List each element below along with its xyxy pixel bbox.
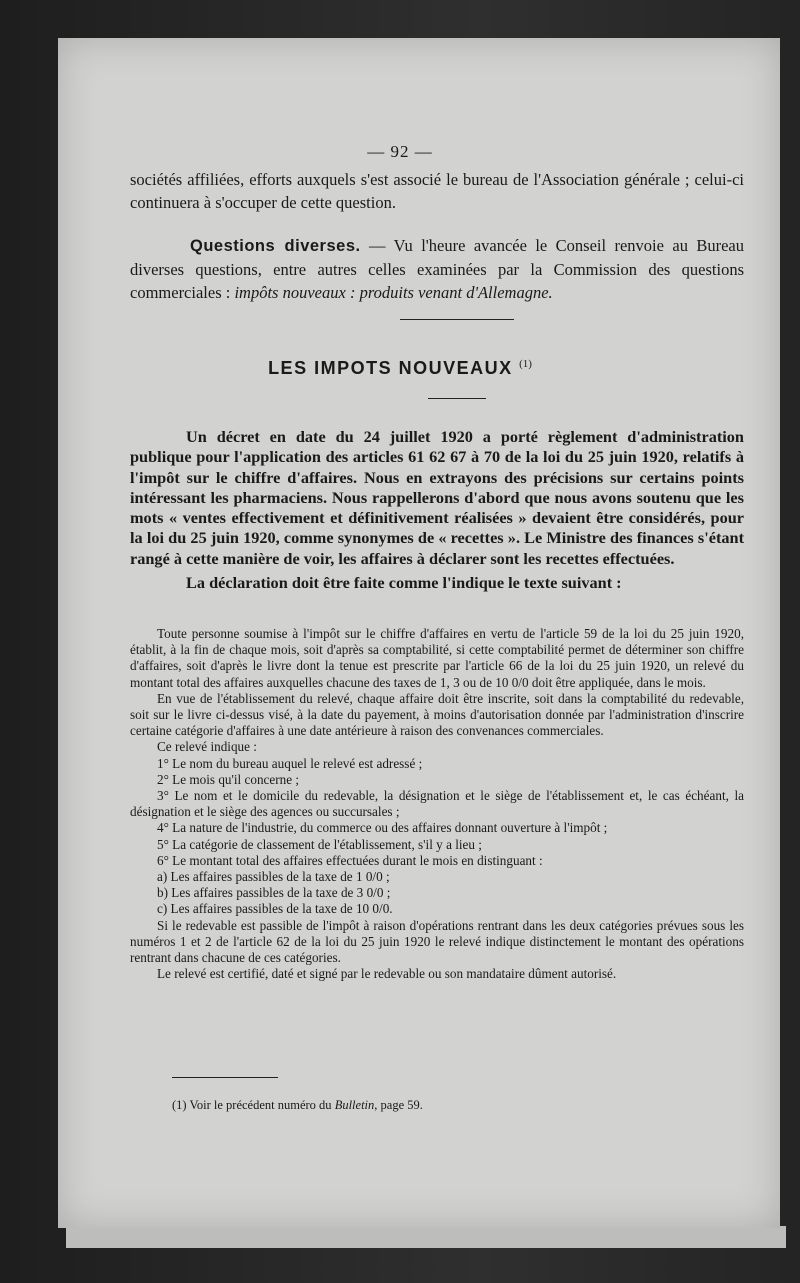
body-paragraph: Un décret en date du 24 juillet 1920 a porté règlement d'administration publique pour l'application des articles 61 62 67 à 70 de la loi du 25 juin 1920, relatifs à l'impôt sur le chiffre d'affaires. Nous en extrayons des précisions sur certains points intéressant les pharmaciens. Nous rappellerons d'abord que nous avons soutenu que les mots « ventes effectivement et définitivement réalisées » devaient être considérés, pour la loi du 25 juin 1920, comme synonymes de « recettes ». Le Ministre des finances s'étant rangé à cette manière de voir, les affaires à déclarer sont les recettes effectuées. <box>130 427 744 568</box>
quote-list-item: 3° Le nom et le domicile du redevable, la désignation et le siège de l'établissement et, le cas échéant, la désignation et le siège des agences ou succursales ; <box>130 788 744 820</box>
quote-paragraph: Le relevé est certifié, daté et signé par le redevable ou son mandataire dûment autorisé. <box>157 966 617 982</box>
quote-paragraph: Toute personne soumise à l'impôt sur le chiffre d'affaires en vertu de l'article 59 de la loi du 25 juin 1920, établit, à la fin de chaque mois, soit d'après sa comptabilité, si cette comptabilité permet de déterminer son chiffre d'affaires, soit d'après le livre dont la tenue est prescrite par l'article 66 de la loi du 25 juin 1920, un relevé du montant total des affaires auxquelles chacune des taxes de 1, 3 ou de 10 0/0 doit être appliquée, dans le mois. <box>130 626 744 690</box>
section-footnote-mark: (1) <box>519 358 532 370</box>
quoted-decree <box>130 626 744 982</box>
body-text <box>130 427 744 593</box>
quote-list-item: 4° La nature de l'industrie, du commerce ou des affaires donnant ouverture à l'impôt ; <box>157 820 608 836</box>
page-number: — 92 — <box>367 142 433 161</box>
footnote <box>172 1098 423 1113</box>
quote-list-item: c) Les affaires passibles de la taxe de 10 0/0. <box>157 901 393 917</box>
quote-list-item: a) Les affaires passibles de la taxe de 1 0/0 ; <box>157 869 390 885</box>
quote-list-item: b) Les affaires passibles de la taxe de 3 0/0 ; <box>157 885 391 901</box>
intro-text <box>130 168 744 214</box>
quote-list-item: 2° Le mois qu'il concerne ; <box>157 771 300 787</box>
quote-list-item: 1° Le nom du bureau auquel le relevé est adressé ; <box>157 755 423 771</box>
body-paragraph: La déclaration doit être faite comme l'indique le texte suivant : <box>186 573 622 593</box>
footnote-italic: Bulletin <box>334 1098 375 1112</box>
quote-list-item: 5° La catégorie de classement de l'établissement, s'il y a lieu ; <box>157 836 482 852</box>
footnote-prefix: (1) Voir le précédent numéro du <box>172 1098 335 1112</box>
intro-paragraph: sociétés affiliées, efforts auxquels s'est associé le bureau de l'Association générale ; celui-ci continuera à s'occuper de cette question. <box>130 170 744 212</box>
quote-paragraph: En vue de l'établissement du relevé, chaque affaire doit être inscrite, soit dans la comptabilité du redevable, soit sur le livre ci-dessus visé, à la date du payement, à moins d'autorisation donnée par l'administration d'inscrire certaine catégorie d'affaires à une date antérieure à raison des convenances commerciales. <box>130 690 744 739</box>
questions-diverses-italic: impôts nouveaux : produits venant d'Allemagne. <box>234 283 553 302</box>
section-title <box>0 358 800 379</box>
title-underline <box>428 398 486 399</box>
questions-diverses-paragraph <box>130 234 744 304</box>
page-edge <box>66 1226 786 1248</box>
quote-paragraph: Ce relevé indique : <box>157 739 257 755</box>
quote-list-item: 6° Le montant total des affaires effectuées durant le mois en distinguant : <box>157 852 543 868</box>
section-title-text: LES IMPOTS NOUVEAUX <box>268 358 513 378</box>
footnote-suffix: , page 59. <box>374 1098 423 1112</box>
questions-diverses-text: — Vu l'heure avancée le Conseil renvoie au Bureau diverses questions, entre autres celles examinées par la Commission des questions commerciales : <box>130 236 744 302</box>
questions-diverses-heading: Questions diverses. <box>190 237 361 255</box>
questions-diverses <box>130 234 744 304</box>
separator-rule <box>400 319 514 320</box>
footnote-rule <box>172 1077 278 1078</box>
quote-paragraph: Si le redevable est passible de l'impôt à raison d'opérations rentrant dans les deux catégories prévues sous les numéros 1 et 2 de l'article 62 de la loi du 25 juin 1920 le relevé indique distinctement le montant des opérations rentrant dans chacune de ces catégories. <box>130 917 744 966</box>
